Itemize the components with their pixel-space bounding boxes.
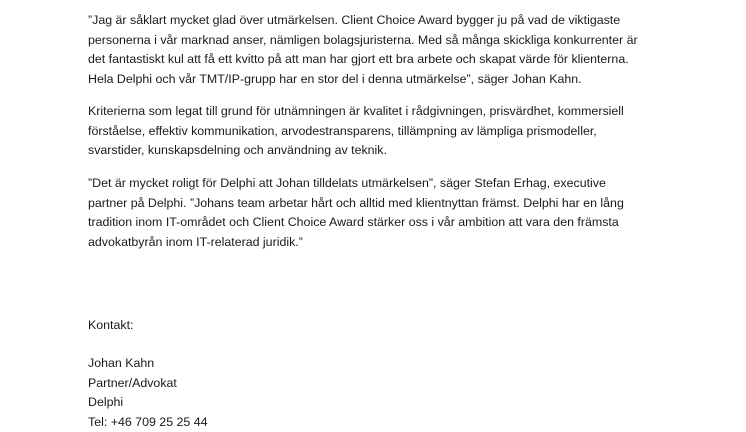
text-line: ”Det är mycket roligt för Delphi att Johan tilldelats utmärkelsen”, säger Stefan Erhag, executive [88, 176, 606, 190]
contact-phone: Tel: +46 709 25 25 44 [88, 414, 208, 429]
text-line: förståelse, effektiv kommunikation, arvodestransparens, tillämpning av lämpliga prismodeller, [88, 123, 597, 138]
contact-company: Delphi [88, 395, 124, 410]
contact-name: Johan Kahn [88, 356, 155, 370]
paragraph-quote-johan [88, 11, 688, 89]
text-line: personerna i vår marknad anser, nämligen bolagsjuristerna. Med så många skickliga konkurrenter är [88, 32, 638, 47]
paragraph-quote-stefan [88, 174, 688, 252]
text-line: advokatbyrån inom IT-relaterad juridik.” [88, 234, 303, 249]
text-line: tradition inom IT-området och Client Choice Award stärker oss i vår ambition att vara den främsta [88, 215, 619, 230]
text-line: ”Jag är såklart mycket glad över utmärkelsen. Client Choice Award bygger ju på vad de viktigaste [88, 13, 621, 27]
paragraph-criteria [88, 102, 688, 161]
text-line: Hela Delphi och vår TMT/IP-grupp har en stor del i denna utmärkelse”, säger Johan Kahn. [88, 71, 582, 86]
contact-label: Kontakt: [88, 318, 134, 332]
contact-heading [88, 316, 688, 336]
text-line: partner på Delphi. ”Johans team arbetar hårt och alltid med klientnyttan främst. Delphi har en lång [88, 195, 624, 210]
text-line: svarstider, kunskapsdelning och användning av teknik. [88, 143, 387, 158]
contact-title: Partner/Advokat [88, 375, 177, 390]
contact-block [88, 354, 688, 432]
text-line: Kriterierna som legat till grund för utnämningen är kvalitet i rådgivningen, prisvärdhet, kommersiell [88, 104, 624, 118]
text-line: det fantastiskt kul att få ett kvitto på att man har gjort ett bra arbete och skapat värde för klienterna. [88, 52, 629, 67]
